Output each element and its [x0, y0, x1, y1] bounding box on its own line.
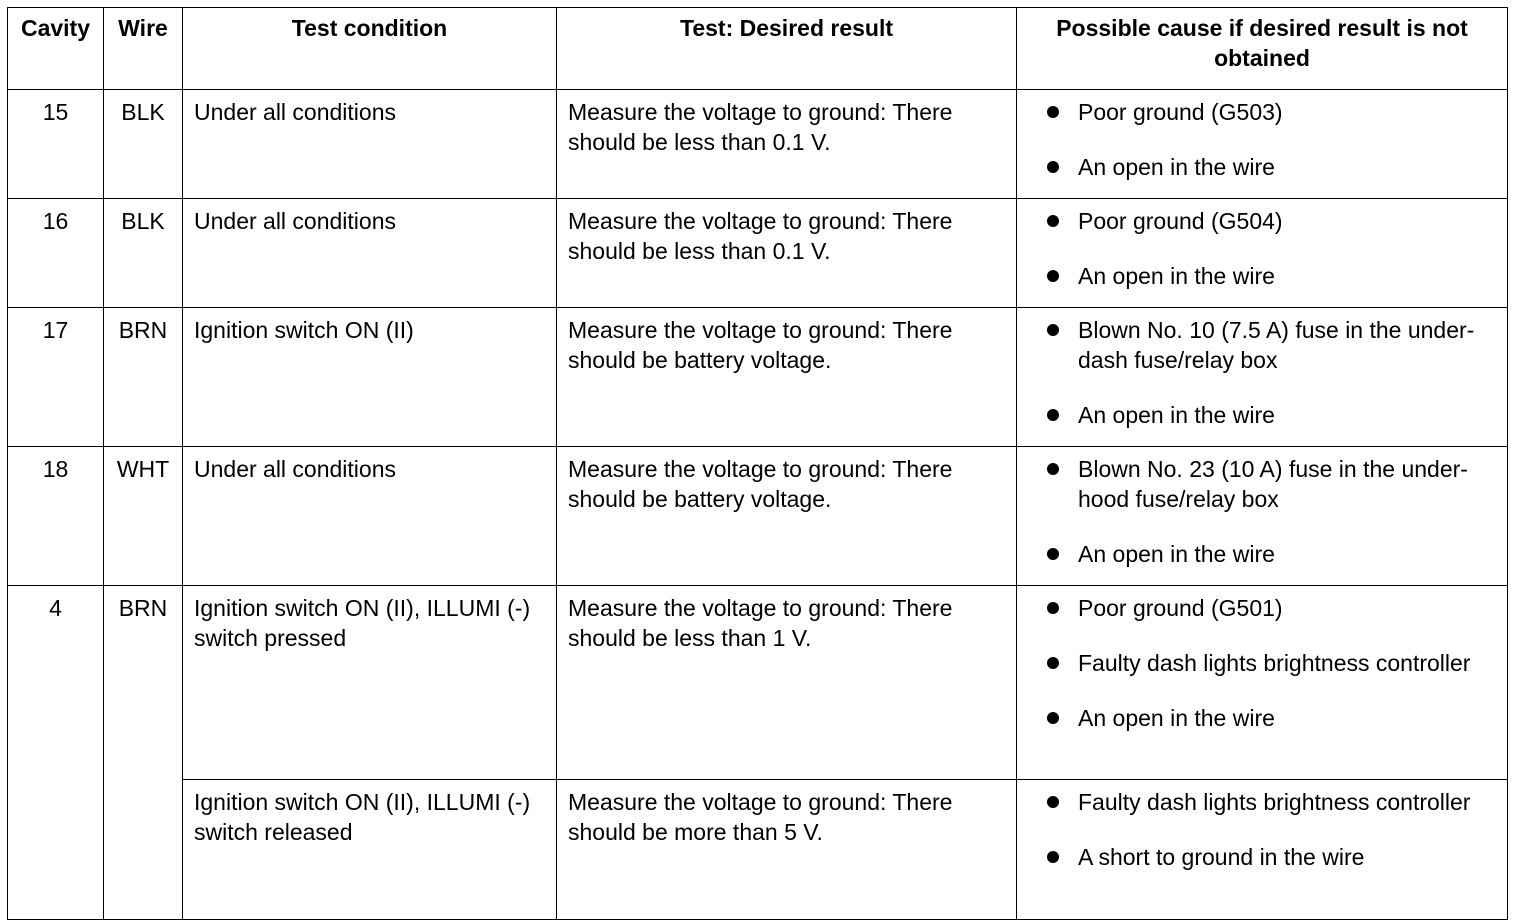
result-cell: Measure the voltage to ground: There should be less than 1 V. — [557, 586, 1017, 780]
condition-cell: Ignition switch ON (II), ILLUMI (-) switch released — [183, 780, 557, 920]
header-cavity: Cavity — [8, 8, 104, 90]
list-item — [1035, 454, 1497, 514]
bullet-icon — [1047, 270, 1059, 282]
result-cell: Measure the voltage to ground: There should be battery voltage. — [557, 308, 1017, 447]
bullet-icon — [1047, 463, 1059, 475]
cause-text: Faulty dash lights brightness controller — [1078, 650, 1471, 676]
header-row — [8, 8, 1508, 90]
cause-text: An open in the wire — [1078, 263, 1275, 289]
table-row — [8, 199, 1508, 308]
result-cell: Measure the voltage to ground: There should be less than 0.1 V. — [557, 199, 1017, 308]
condition-cell: Under all conditions — [183, 90, 557, 199]
list-item — [1035, 97, 1497, 127]
bullet-icon — [1047, 161, 1059, 173]
condition-cell: Under all conditions — [183, 447, 557, 586]
causes-cell — [1017, 447, 1508, 586]
table-row — [8, 447, 1508, 586]
cavity-cell: 4 — [8, 586, 104, 920]
causes-list — [1017, 586, 1507, 733]
list-item — [1035, 206, 1497, 236]
causes-list — [1017, 447, 1507, 569]
header-test-condition: Test condition — [183, 8, 557, 90]
causes-cell — [1017, 780, 1508, 920]
cause-text: An open in the wire — [1078, 541, 1275, 567]
condition-cell: Ignition switch ON (II), ILLUMI (-) switch pressed — [183, 586, 557, 780]
header-possible-cause: Possible cause if desired result is not obtained — [1017, 8, 1508, 90]
header-desired-result: Test: Desired result — [557, 8, 1017, 90]
wire-cell: WHT — [104, 447, 183, 586]
bullet-icon — [1047, 712, 1059, 724]
bullet-icon — [1047, 548, 1059, 560]
bullet-icon — [1047, 324, 1059, 336]
causes-cell — [1017, 199, 1508, 308]
cause-text: Blown No. 23 (10 A) fuse in the under-hood fuse/relay box — [1078, 456, 1468, 512]
causes-list — [1017, 90, 1507, 182]
cause-text: An open in the wire — [1078, 705, 1275, 731]
table-row — [8, 586, 1508, 780]
table-row — [8, 90, 1508, 199]
causes-list — [1017, 780, 1507, 872]
wire-cell: BRN — [104, 586, 183, 920]
cause-text: Faulty dash lights brightness controller — [1078, 789, 1471, 815]
condition-cell: Under all conditions — [183, 199, 557, 308]
list-item — [1035, 539, 1497, 569]
bullet-icon — [1047, 851, 1059, 863]
bullet-icon — [1047, 657, 1059, 669]
cause-text: A short to ground in the wire — [1078, 844, 1365, 870]
cavity-cell: 16 — [8, 199, 104, 308]
cavity-cell: 18 — [8, 447, 104, 586]
wire-cell: BLK — [104, 199, 183, 308]
causes-cell — [1017, 90, 1508, 199]
causes-cell — [1017, 586, 1508, 780]
list-item — [1035, 648, 1497, 678]
causes-cell — [1017, 308, 1508, 447]
list-item — [1035, 315, 1497, 375]
list-item — [1035, 152, 1497, 182]
list-item — [1035, 787, 1497, 817]
result-cell: Measure the voltage to ground: There should be less than 0.1 V. — [557, 90, 1017, 199]
cause-text: Poor ground (G504) — [1078, 208, 1283, 234]
diagnostic-table — [7, 7, 1508, 920]
cause-text: Poor ground (G501) — [1078, 595, 1283, 621]
cause-text: Blown No. 10 (7.5 A) fuse in the under-dash fuse/relay box — [1078, 317, 1475, 373]
bullet-icon — [1047, 106, 1059, 118]
causes-list — [1017, 308, 1507, 430]
header-wire: Wire — [104, 8, 183, 90]
bullet-icon — [1047, 796, 1059, 808]
bullet-icon — [1047, 215, 1059, 227]
bullet-icon — [1047, 409, 1059, 421]
table-row — [8, 308, 1508, 447]
list-item — [1035, 261, 1497, 291]
cavity-cell: 17 — [8, 308, 104, 447]
list-item — [1035, 593, 1497, 623]
cause-text: An open in the wire — [1078, 402, 1275, 428]
list-item — [1035, 842, 1497, 872]
cause-text: Poor ground (G503) — [1078, 99, 1283, 125]
list-item — [1035, 400, 1497, 430]
cause-text: An open in the wire — [1078, 154, 1275, 180]
wire-cell: BLK — [104, 90, 183, 199]
table-row — [8, 780, 1508, 920]
wire-cell: BRN — [104, 308, 183, 447]
bullet-icon — [1047, 602, 1059, 614]
list-item — [1035, 703, 1497, 733]
condition-cell: Ignition switch ON (II) — [183, 308, 557, 447]
result-cell: Measure the voltage to ground: There should be battery voltage. — [557, 447, 1017, 586]
causes-list — [1017, 199, 1507, 291]
cavity-cell: 15 — [8, 90, 104, 199]
result-cell: Measure the voltage to ground: There should be more than 5 V. — [557, 780, 1017, 920]
